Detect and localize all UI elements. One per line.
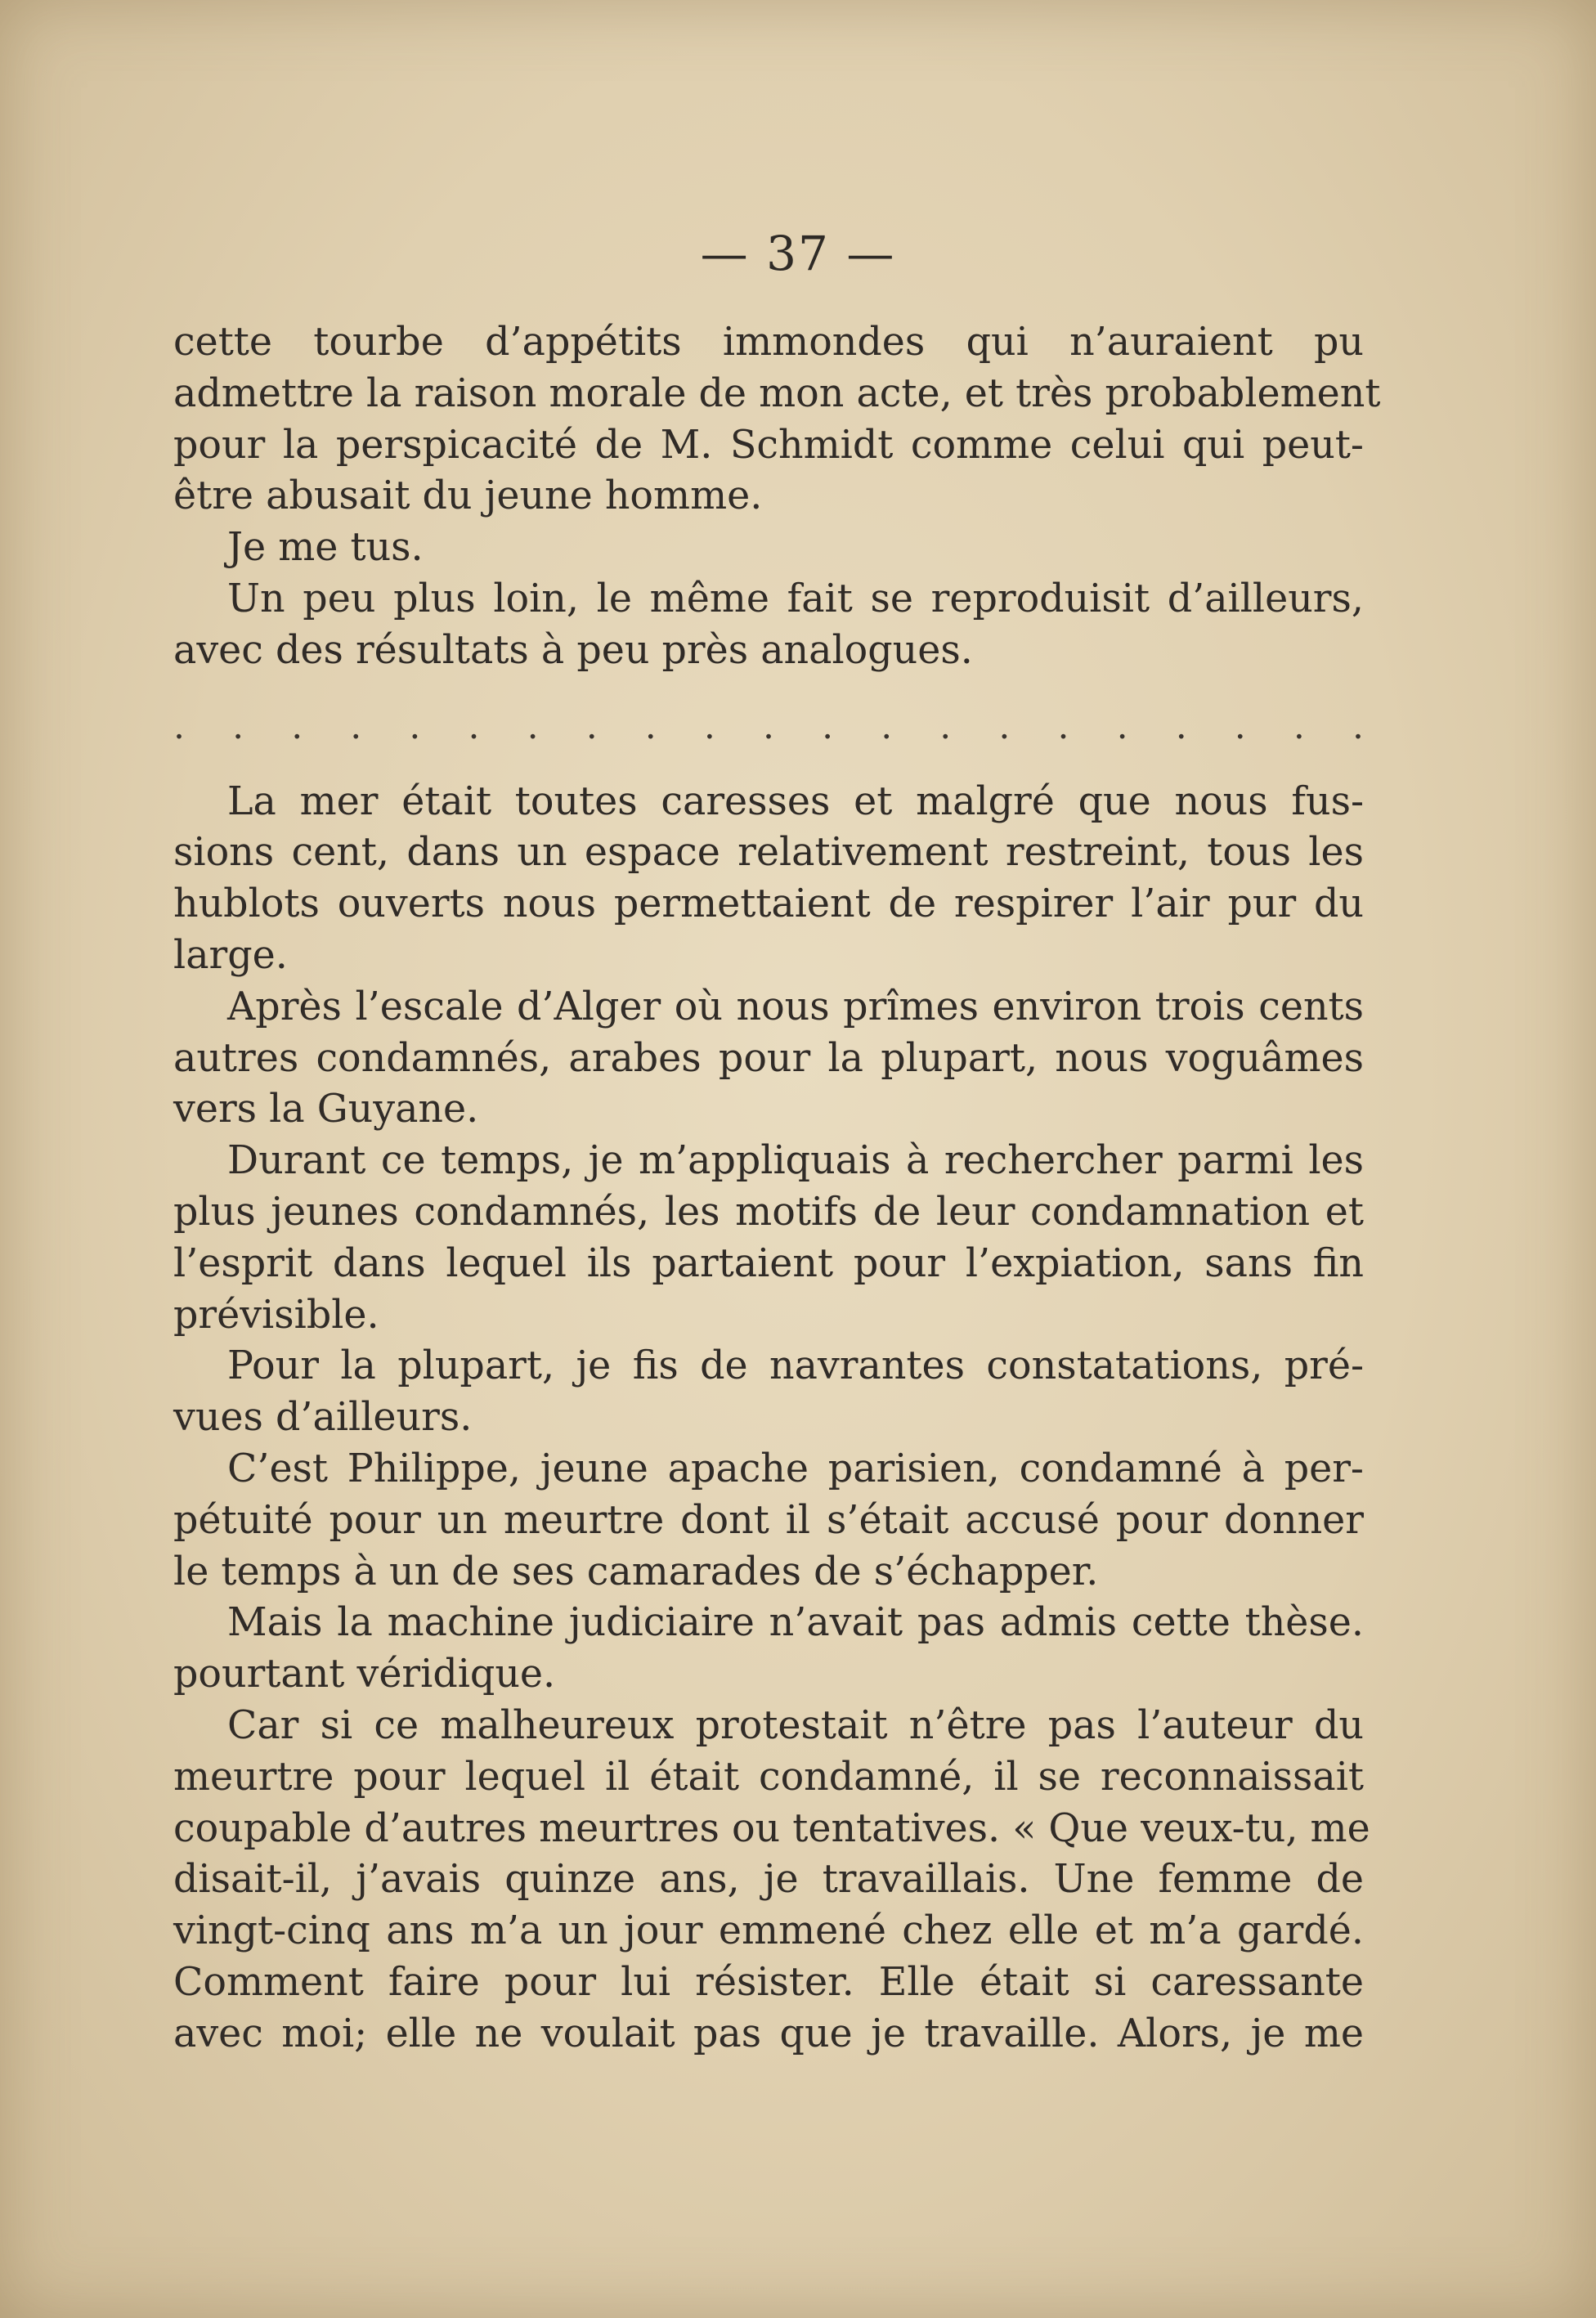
text-line: Mais la machine judiciaire n’avait pas admis cette thèse. [227, 1600, 1364, 1646]
paragraph [173, 777, 1364, 982]
text-line: pourtant véridique. [173, 1652, 556, 1697]
text-line: Je me tus. [227, 525, 424, 571]
text-line: vues d’ailleurs. [173, 1395, 473, 1441]
text-line: meurtre pour lequel il était condamné, il se reconnaissait [173, 1754, 1364, 1800]
paragraph [173, 1341, 1364, 1444]
text-line: Comment faire pour lui résister. Elle était si caressante [173, 1959, 1364, 2005]
text-line: pétuité pour un meurtre dont il s’était accusé pour donner [173, 1497, 1364, 1543]
paragraphs-after [173, 777, 1370, 2060]
text-line: être abusait du jeune homme. [173, 473, 763, 519]
text-line: plus jeunes condamnés, les motifs de leur condamnation et [173, 1189, 1364, 1235]
text-line: disait-il, j’avais quinze ans, je travaillais. Une femme de [173, 1857, 1364, 1903]
text-line: hublots ouverts nous permettaient de respirer l’air pur du [173, 881, 1364, 927]
paragraph [173, 1136, 1364, 1341]
text-line: prévisible. [173, 1292, 379, 1338]
paragraph [173, 317, 1381, 522]
text-line: vers la Guyane. [173, 1087, 479, 1132]
text-line: avec des résultats à peu près analogues. [173, 627, 973, 673]
text-line: pour la perspicacité de M. Schmidt comme celui qui peut- [173, 422, 1364, 468]
text-line: Après l’escale d’Alger où nous prîmes environ trois cents [227, 984, 1364, 1029]
text-line: Pour la plupart, je fis de navrantes constatations, pré- [227, 1343, 1364, 1389]
body-text [173, 317, 1381, 2060]
text-line: Durant ce temps, je m’appliquais à rechercher parmi les [227, 1138, 1364, 1184]
text-line: admettre la raison morale de mon acte, et très probablement [173, 370, 1381, 416]
paragraph [173, 1701, 1370, 2060]
text-line: large. [173, 932, 288, 978]
text-line: l’esprit dans lequel ils partaient pour l’expiation, sans fin [173, 1240, 1364, 1286]
paragraph [173, 1444, 1364, 1598]
paragraphs-before [173, 317, 1381, 677]
text-line: autres condamnés, arabes pour la plupart, nous voguâmes [173, 1035, 1364, 1081]
text-line: Car si ce malheureux protestait n’être pas l’auteur du [227, 1702, 1364, 1748]
paragraph [173, 982, 1364, 1136]
page-number: — 37 — [700, 226, 896, 281]
text-line: avec moi; elle ne voulait pas que je travaille. Alors, je me [173, 2011, 1364, 2056]
paragraph [173, 522, 1364, 574]
text-line: La mer était toutes caresses et malgré que nous fus- [227, 778, 1364, 824]
ellipsis-separator: . . . . . . . . . . . . . . . . . . . . . [173, 705, 1364, 747]
text-line: cette tourbe d’appétits immondes qui n’auraient pu [173, 320, 1364, 365]
text-line: sions cent, dans un espace relativement restreint, tous les [173, 830, 1364, 876]
paragraph [173, 1598, 1364, 1701]
paragraph [173, 574, 1364, 677]
text-line: vingt-cinq ans m’a un jour emmené chez elle et m’a gardé. [173, 1908, 1364, 1954]
text-line: C’est Philippe, jeune apache parisien, condamné à per- [227, 1446, 1364, 1491]
text-line: Un peu plus loin, le même fait se reproduisit d’ailleurs, [227, 576, 1364, 621]
text-line: le temps à un de ses camarades de s’échapper. [173, 1549, 1099, 1594]
text-line: coupable d’autres meurtres ou tentatives. « Que veux-tu, me [173, 1805, 1370, 1851]
